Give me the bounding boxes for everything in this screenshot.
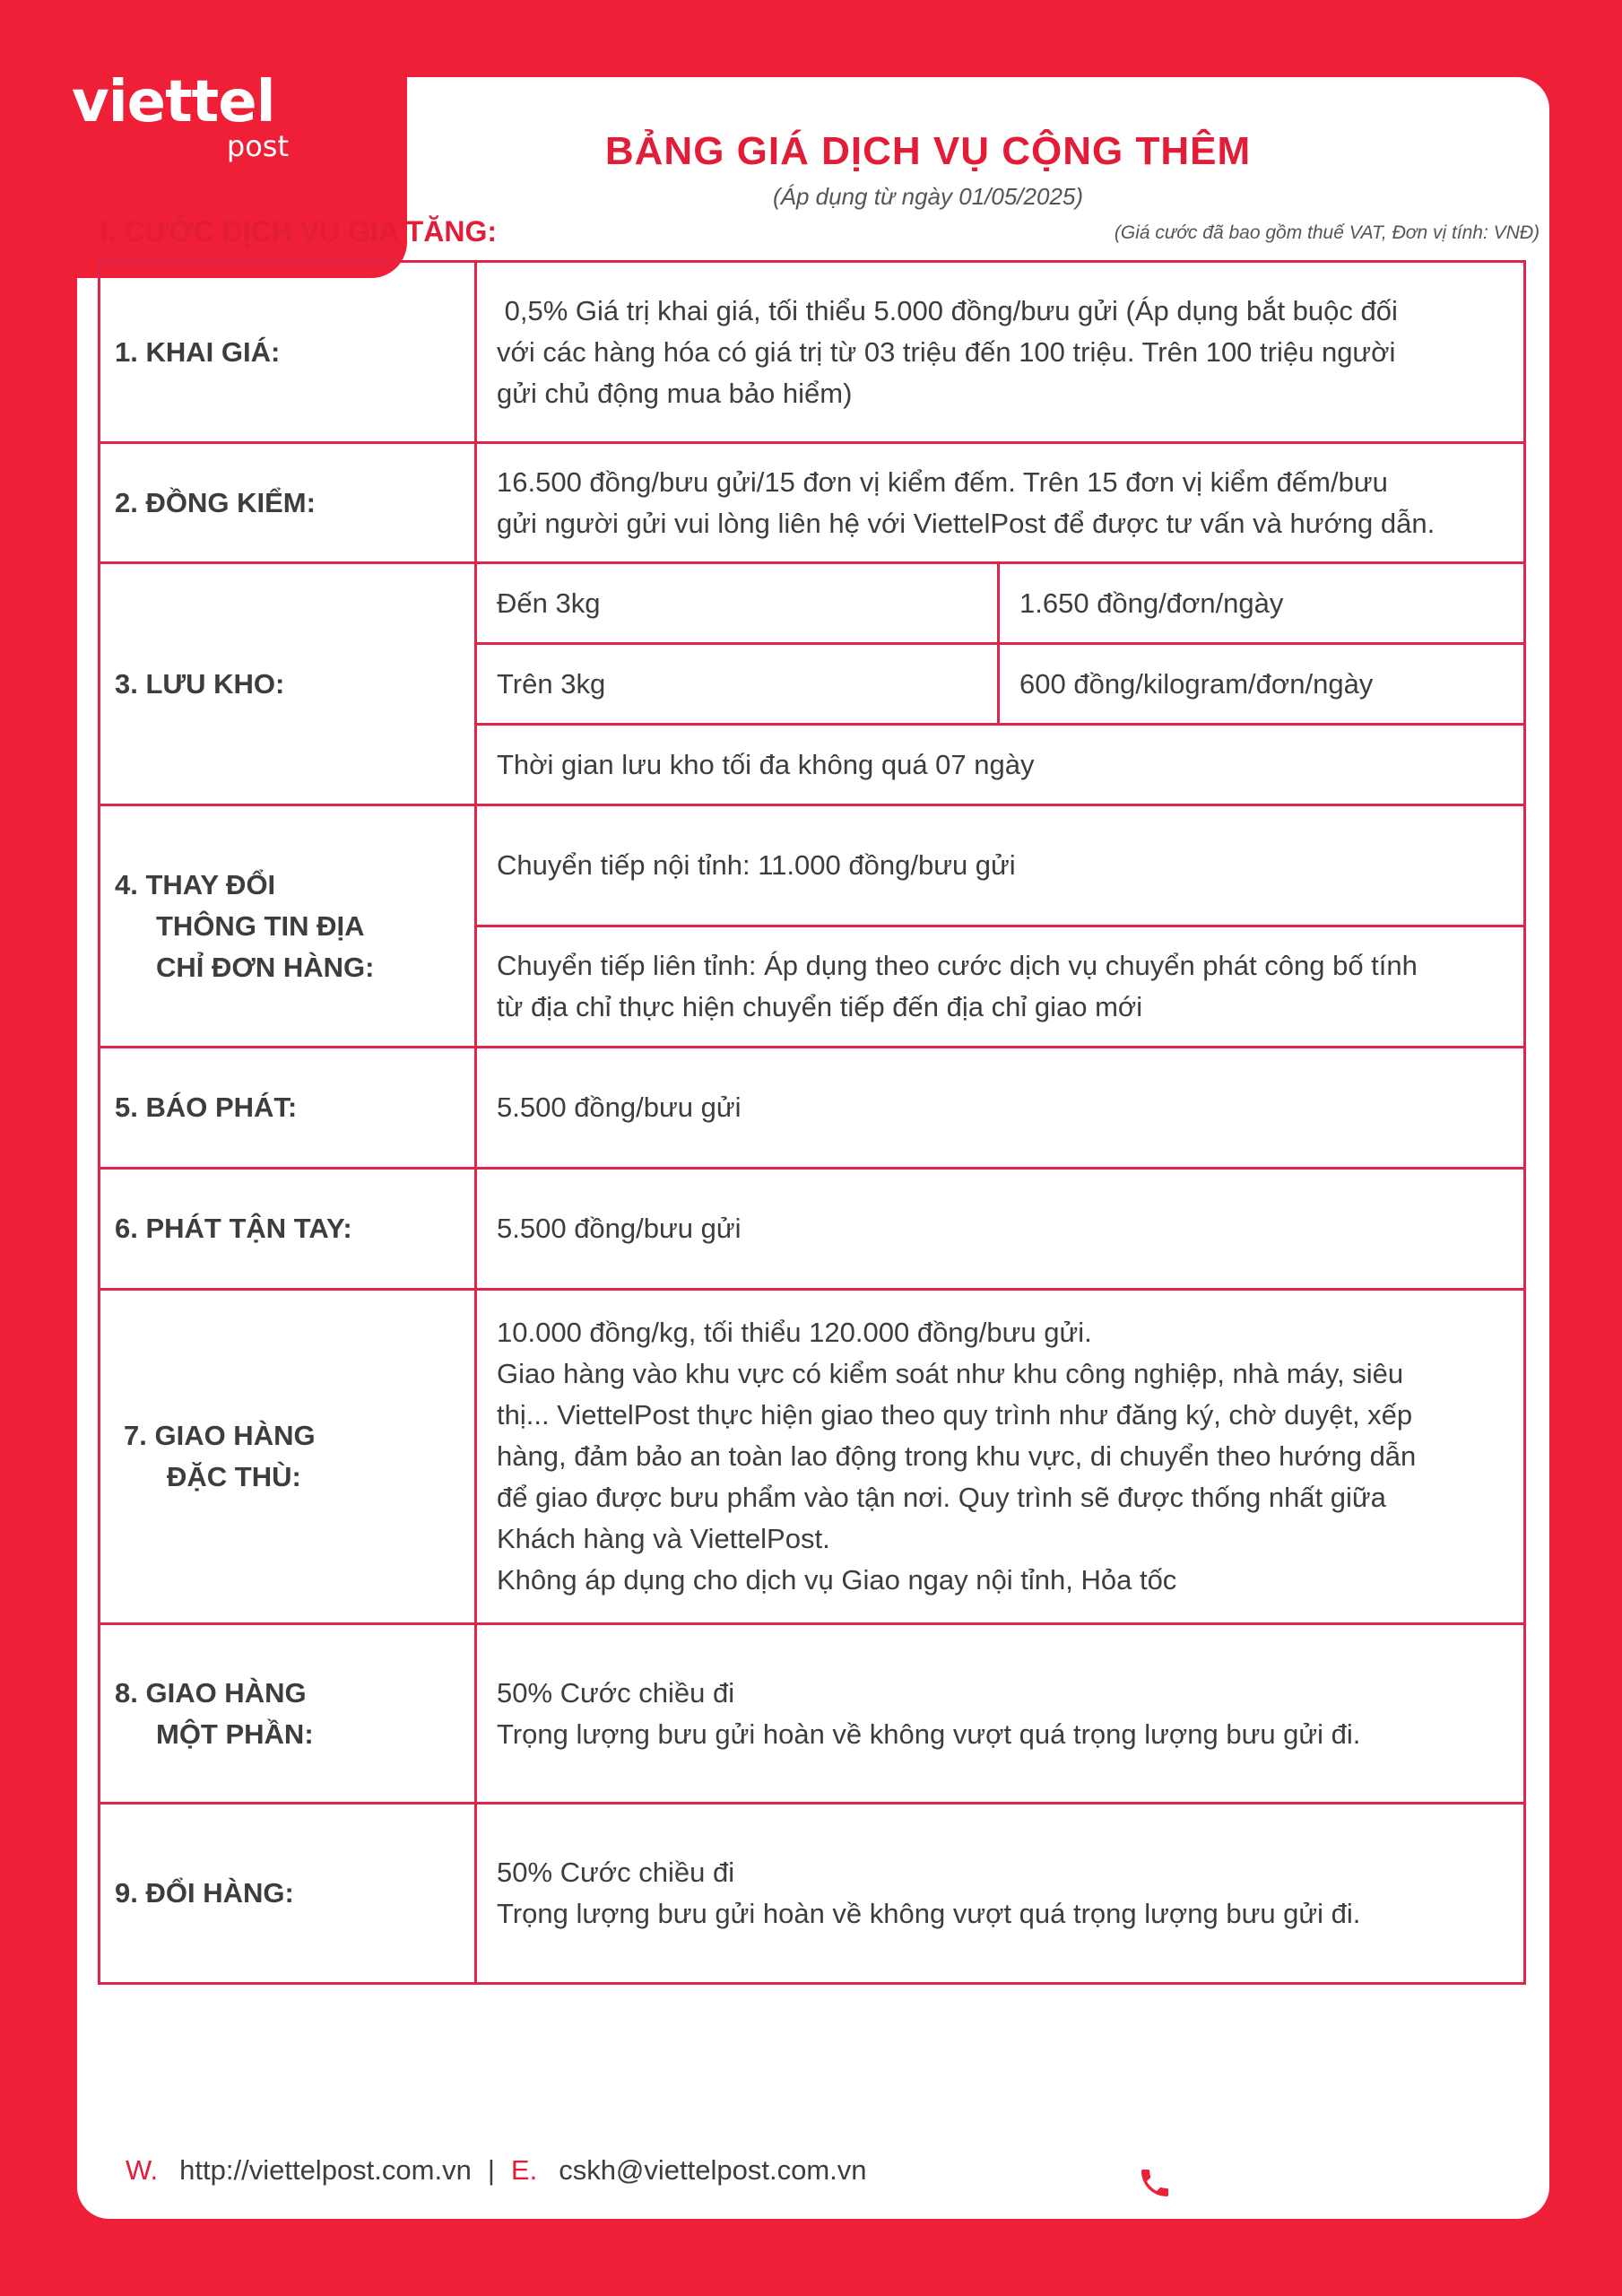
label-line: 4. THAY ĐỔI bbox=[115, 868, 276, 900]
text-line: gửi chủ động mua bảo hiểm) bbox=[497, 377, 853, 409]
text-line: Khách hàng và ViettelPost. bbox=[497, 1523, 830, 1554]
row-label: 3. LƯU KHO: bbox=[100, 563, 476, 805]
text-line: 0,5% Giá trị khai giá, tối thiểu 5.000 đồng/bưu gửi (Áp dụng bắt buộc đối bbox=[497, 294, 1398, 326]
text-line: Giao hàng vào khu vực có kiểm soát như khu công nghiệp, nhà máy, siêu bbox=[497, 1358, 1404, 1389]
row-label: 6. PHÁT TẬN TAY: bbox=[100, 1169, 476, 1290]
email-key: E. bbox=[510, 2154, 538, 2186]
row-label: 5. BÁO PHÁT: bbox=[100, 1048, 476, 1169]
table-row bbox=[100, 1169, 1525, 1290]
text-line: 16.500 đồng/bưu gửi/15 đơn vị kiểm đếm. Trên 15 đơn vị kiểm đếm/bưu bbox=[497, 465, 1388, 498]
hotline-number: 1900.8095 bbox=[1188, 2154, 1501, 2211]
row-value bbox=[476, 1804, 1525, 1984]
label-line: CHỈ ĐƠN HÀNG: bbox=[156, 951, 375, 983]
row-value bbox=[476, 443, 1525, 563]
page-title: BẢNG GIÁ DỊCH VỤ CỘNG THÊM bbox=[604, 129, 1252, 173]
hotline[interactable] bbox=[1121, 2151, 1522, 2215]
logo-wordmark: viettel bbox=[72, 69, 275, 135]
text-line: 10.000 đồng/kg, tối thiểu 120.000 đồng/bưu gửi. bbox=[497, 1317, 1092, 1348]
text-line: Trọng lượng bưu gửi hoàn về không vượt quá trọng lượng bưu gửi đi. bbox=[497, 1718, 1361, 1750]
label-line: 8. GIAO HÀNG bbox=[115, 1676, 307, 1709]
footer-contact bbox=[126, 2154, 867, 2187]
storage-weight: Trên 3kg bbox=[476, 644, 999, 725]
section-title: I. CƯỚC DỊCH VỤ GIA TĂNG: bbox=[100, 215, 497, 248]
text-line: thị... ViettelPost thực hiện giao theo quy trình như đăng ký, chờ duyệt, xếp bbox=[497, 1399, 1413, 1431]
website-link[interactable]: http://viettelpost.com.vn bbox=[179, 2154, 472, 2186]
table-row bbox=[100, 443, 1525, 563]
table-row bbox=[100, 1624, 1525, 1804]
row-value: 5.500 đồng/bưu gửi bbox=[476, 1169, 1525, 1290]
text-line: từ địa chỉ thực hiện chuyển tiếp đến địa chỉ giao mới bbox=[497, 991, 1143, 1022]
text-line: gửi người gửi vui lòng liên hệ với ViettelPost để được tư vấn và hướng dẫn. bbox=[497, 507, 1436, 539]
row-value: 5.500 đồng/bưu gửi bbox=[476, 1048, 1525, 1169]
text-line: với các hàng hóa có giá trị từ 03 triệu đến 100 triệu. Trên 100 triệu người bbox=[497, 335, 1396, 368]
row-value bbox=[476, 1624, 1525, 1804]
storage-note: Thời gian lưu kho tối đa không quá 07 ngày bbox=[476, 725, 1525, 805]
table-row bbox=[100, 262, 1525, 443]
phone-icon bbox=[1129, 2157, 1181, 2209]
table-row bbox=[100, 1804, 1525, 1984]
row-value bbox=[476, 262, 1525, 443]
email-link[interactable]: cskh@viettelpost.com.vn bbox=[559, 2154, 867, 2186]
viettel-post-logo bbox=[72, 69, 296, 163]
vat-note: (Giá cước đã bao gồm thuế VAT, Đơn vị tính: VNĐ) bbox=[1114, 222, 1540, 243]
table-row bbox=[100, 563, 1525, 644]
row-label bbox=[100, 1624, 476, 1804]
text-line: hàng, đảm bảo an toàn lao động trong khu vực, di chuyển theo hướng dẫn bbox=[497, 1440, 1417, 1472]
text-line: Không áp dụng cho dịch vụ Giao ngay nội tỉnh, Hỏa tốc bbox=[497, 1564, 1177, 1596]
text-line: Chuyển tiếp liên tỉnh: Áp dụng theo cước dịch vụ chuyển phát công bố tính bbox=[497, 950, 1418, 981]
row-value: Chuyển tiếp nội tỉnh: 11.000 đồng/bưu gửi bbox=[476, 805, 1525, 926]
label-line: ĐẶC THÙ: bbox=[167, 1461, 301, 1492]
table-row bbox=[100, 805, 1525, 926]
label-line: THÔNG TIN ĐỊA bbox=[156, 909, 365, 942]
text-line: Trọng lượng bưu gửi hoàn về không vượt quá trọng lượng bưu gửi đi. bbox=[497, 1898, 1361, 1929]
row-label: 2. ĐỒNG KIỂM: bbox=[100, 443, 476, 563]
table-row bbox=[100, 1290, 1525, 1624]
row-label: 9. ĐỔI HÀNG: bbox=[100, 1804, 476, 1984]
effective-date: (Áp dụng từ ngày 01/05/2025) bbox=[772, 183, 1084, 210]
text-line: 50% Cước chiều đi bbox=[497, 1857, 735, 1888]
label-line: 7. GIAO HÀNG bbox=[124, 1420, 316, 1451]
row-label: 1. KHAI GIÁ: bbox=[100, 262, 476, 443]
footer-separator: | bbox=[487, 2154, 495, 2186]
text-line: để giao được bưu phẩm vào tận nơi. Quy trình sẽ được thống nhất giữa bbox=[497, 1482, 1386, 1513]
label-line: MỘT PHẦN: bbox=[156, 1718, 314, 1750]
row-label bbox=[100, 1290, 476, 1624]
storage-price: 1.650 đồng/đơn/ngày bbox=[999, 563, 1525, 644]
text-line: 50% Cước chiều đi bbox=[497, 1676, 735, 1709]
logo-sub: post bbox=[226, 129, 289, 163]
storage-weight: Đến 3kg bbox=[476, 563, 999, 644]
row-value bbox=[476, 926, 1525, 1048]
row-value bbox=[476, 1290, 1525, 1624]
row-label bbox=[100, 805, 476, 1048]
storage-price: 600 đồng/kilogram/đơn/ngày bbox=[999, 644, 1525, 725]
web-key: W. bbox=[126, 2154, 159, 2186]
price-table bbox=[98, 260, 1526, 1985]
table-row bbox=[100, 1048, 1525, 1169]
